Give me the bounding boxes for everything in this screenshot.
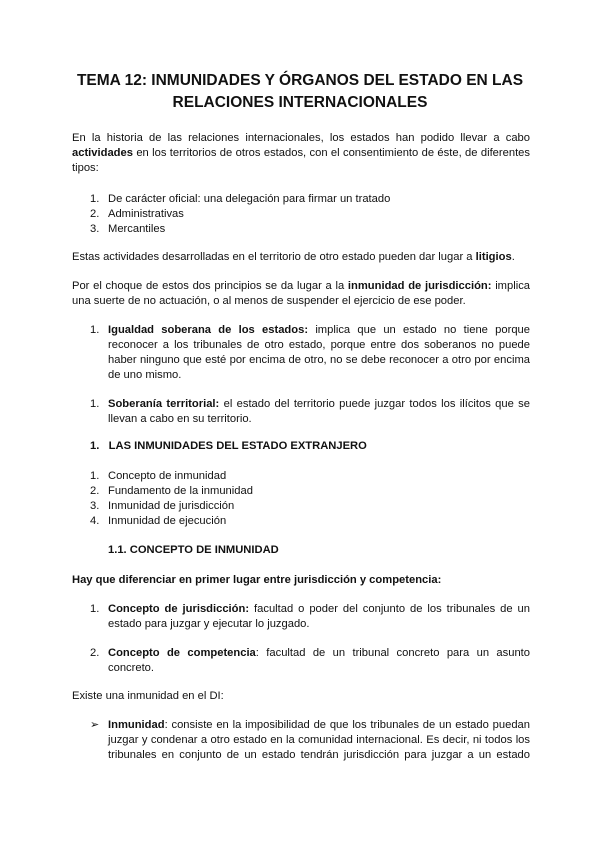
clash-paragraph: Por el choque de estos dos principios se da lugar a la inmunidad de jurisdicción: implica una suerte de no actuación, o al menos de suspender el ejercicio de ese poder. (72, 280, 531, 307)
intro-bold-term: actividades (72, 147, 133, 159)
inmunidad-jurisdiccion-bold: inmunidad de jurisdicción: (347, 280, 492, 292)
differentiate-paragraph: Hay que diferenciar en primer lugar entre jurisdicción y competencia: (72, 574, 442, 586)
litigios-bold: litigios (475, 251, 512, 263)
activities-paragraph: Estas actividades desarrolladas en el territorio de otro estado pueden dar lugar a litigios. (72, 251, 515, 263)
exists-paragraph: Existe una inmunidad en el DI: (72, 690, 224, 702)
title-line-2: RELACIONES INTERNACIONALES (172, 94, 428, 111)
intro-line-2: actividades en los territorios de otros estados, con el consentimiento de éste, de diferentes (72, 147, 530, 159)
intro-paragraph (72, 131, 530, 176)
section-heading: 1. LAS INMUNIDADES DEL ESTADO EXTRANJERO (90, 440, 367, 452)
intro-line-3: tipos: (72, 162, 99, 174)
document-page: TEMA 12: INMUNIDADES Y ÓRGANOS DEL ESTADO EN LAS RELACIONES INTERNACIONALES En la historia de las relaciones internacionales, los estados han podido llevar a cabo actividades en los territorios de otros estados, con el consentimiento de éste, de diferentes tipos: 1. De carácter oficial: una delegación para firmar un tratado 2. Administrativas 3. Mercantiles Estas actividades desarrolladas en el territorio de otro estado pueden dar lugar a litigios. Por el choque de estos dos principios se da lugar a la inmunidad de jurisdicción: implica una suerte de no actuación, o al menos de suspender el ejercicio de ese poder. 1. Igualdad soberana de los estados: implica que un estado no tiene porque reconocer a los tribunales de otro estado, porque entre dos soberanos no puede haber ninguno que esté por encima de otro, no se debe reconocer a otro por encima de uno mismo. 1. Soberanía territorial: el estado del territorio puede juzgar todos los ilícitos que se llevan a cabo en su territorio. 1. LAS INMUNIDADES DEL ESTADO EXTRANJERO 1. Concepto de inmunidad 2. Fundamento de la inmunidad 3. Inmunidad de jurisdicción 4. Inmunidad de ejecución 1.1. CONCEPTO DE INMUNIDAD Hay que diferenciar en primer lugar entre jurisdicción y competencia: 1. Concepto de jurisdicción: facultad o poder del conjunto de los tribunales de un estado para juzgar y ejecutar lo juzgado. 2. Concepto de competencia: facultad de un tribunal concreto para un asunto concreto. Existe una inmunidad en el DI: ➢ Inmunidad: consiste en la imposibilidad de que los tribunales de un estado puedan juzgar y condenar a otro estado en la comunidad internacional. Es decir, ni todos los tribunales en conjunto de un estado tendrán jurisdicción para juzgar a un estado (0, 0, 600, 848)
intro-line-1: En la historia de las relaciones internacionales, los estados han podido llevar a cabo (72, 132, 530, 144)
title-line-1: TEMA 12: INMUNIDADES Y ÓRGANOS DEL ESTADO EN LAS (76, 72, 524, 89)
document-title (60, 70, 540, 114)
subsection-heading: 1.1. CONCEPTO DE INMUNIDAD (108, 544, 279, 556)
arrow-bullet-icon: ➢ (90, 719, 100, 731)
